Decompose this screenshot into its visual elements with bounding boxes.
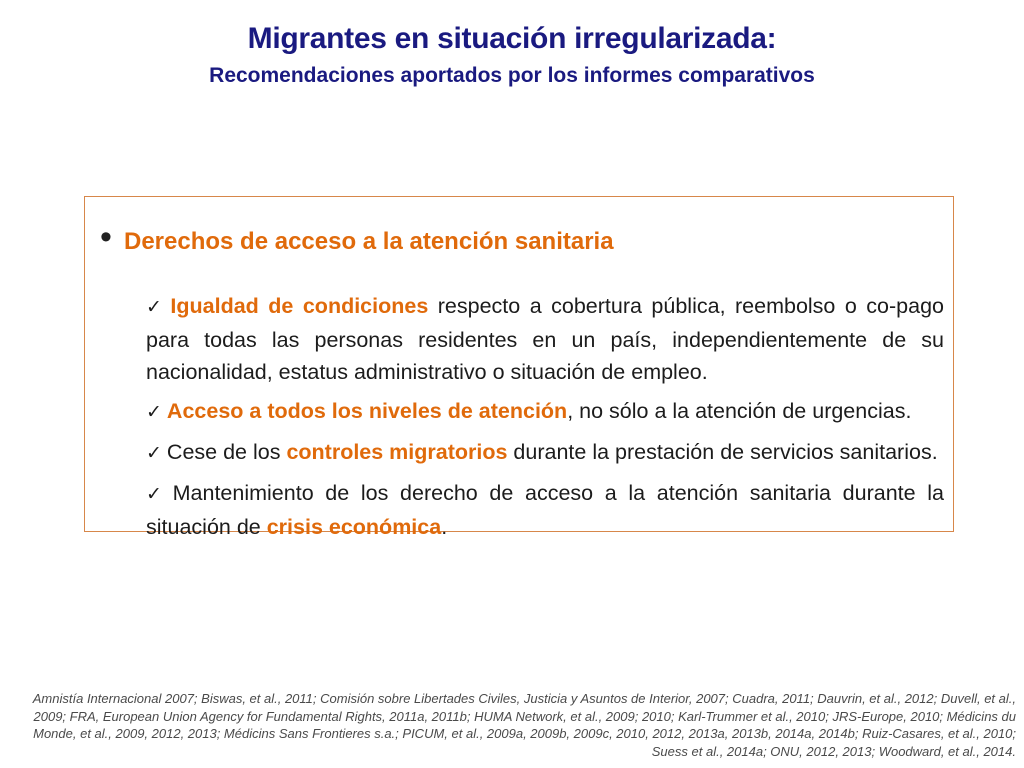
- item-text-before: Mantenimiento de los derecho de acceso a la atención sanitaria durante la situación de: [146, 481, 944, 539]
- slide-title: Migrantes en situación irregularizada:: [247, 22, 777, 55]
- item-text: .: [441, 515, 448, 539]
- item-highlight: Igualdad de condiciones: [170, 294, 429, 318]
- item-text: respecto a cobertura pública, reembolso o co-pago para todas las personas residentes en un país, independientemente de su nacionalidad, estatus administrativo o situación de empleo.: [146, 294, 944, 384]
- checkmark-icon: ✓: [146, 443, 162, 464]
- recommendation-list: [146, 290, 944, 550]
- item-text: , no sólo a la atención de urgencias.: [567, 399, 912, 423]
- checkmark-icon: ✓: [146, 402, 162, 423]
- checkmark-icon: ✓: [146, 484, 168, 505]
- list-item: [146, 395, 944, 429]
- list-item: [146, 290, 944, 388]
- item-highlight: controles migratorios: [286, 440, 508, 464]
- references: Amnistía Internacional 2007; Biswas, et al., 2011; Comisión sobre Libertades Civiles, Justicia y Asuntos de Interior, 2007; Cuadra, 2011; Dauvrin, et al., 2012; Duvell, et al., 2009; FRA, European Union Agency for Fundamental Rights, 2011a, 2011b; HUMA Network, et al., 2009; 2010; Karl-Trummer et al., 2010; JRS-Europe, 2010; Médicins du Monde, et al., 2009, 2012, 2013; Médicins Sans Frontieres s.a.; PICUM, et al., 2009a, 2009b, 2009c, 2010, 2012, 2013a, 2013b, 2014a, 2014b; Ruiz-Casares, et al., 2010; Suess et al., 2014a; ONU, 2012, 2013; Woodward, et al., 2014.: [32, 691, 1016, 759]
- item-highlight: crisis económica: [266, 515, 442, 539]
- item-text-before: Cese de los: [166, 440, 287, 464]
- item-text: durante la prestación de servicios sanitarios.: [507, 440, 938, 464]
- section-heading: Derechos de acceso a la atención sanitaria: [124, 228, 614, 255]
- list-item: [146, 436, 944, 470]
- item-highlight: Acceso a todos los niveles de atención: [166, 399, 568, 423]
- slide-subtitle: Recomendaciones aportados por los informes comparativos: [209, 64, 815, 87]
- checkmark-icon: ✓: [146, 297, 166, 318]
- list-item: [146, 477, 944, 543]
- bullet-icon: •: [100, 218, 112, 256]
